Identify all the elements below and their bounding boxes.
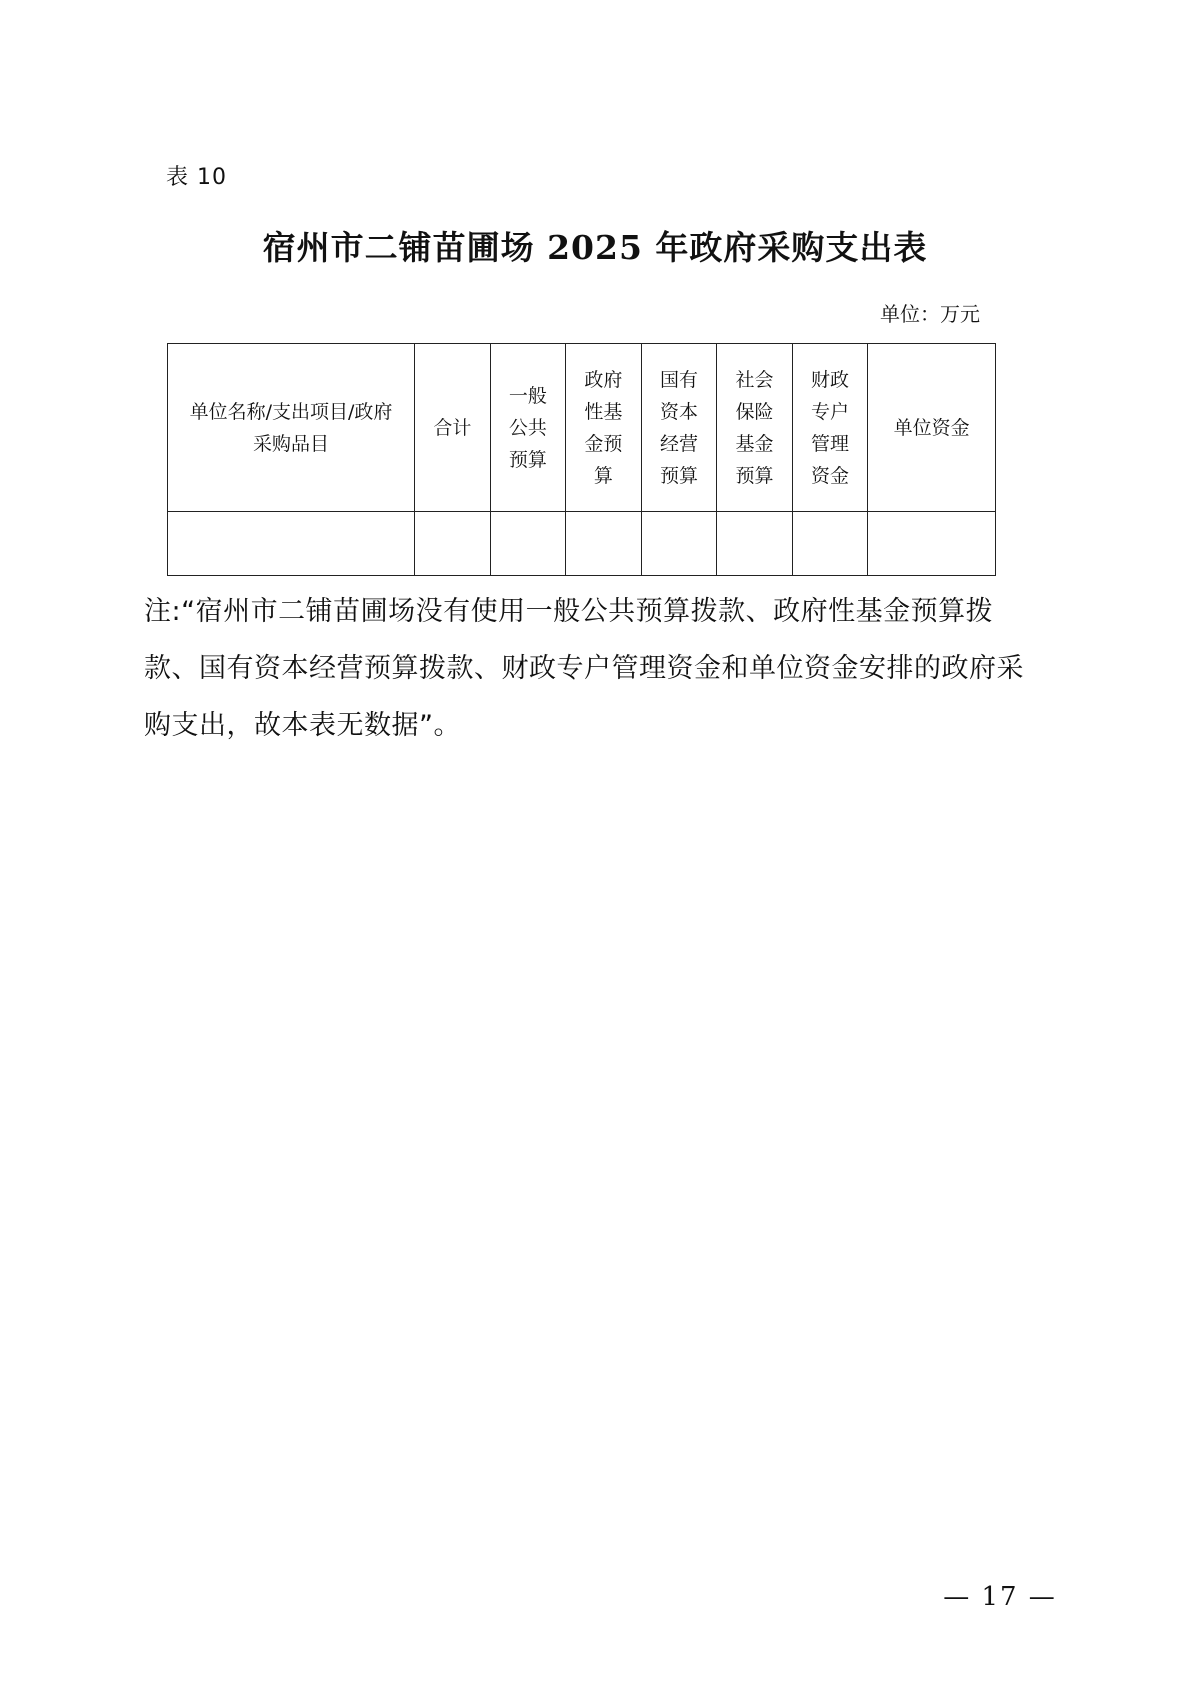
document-title: 宿州市二铺苗圃场 2025 年政府采购支出表 [262, 228, 928, 267]
header-fiscal-account-funds: 财政专户管理资金 [792, 344, 868, 512]
table-cell [792, 512, 868, 576]
header-general-budget: 一般公共预算 [490, 344, 566, 512]
unit-label: 单位：万元 [880, 302, 980, 326]
table-note: 注:“宿州市二铺苗圃场没有使用一般公共预算拨款、政府性基金预算拨款、国有资本经营预算拨款、财政专户管理资金和单位资金安排的政府采购支出，故本表无数据”。 [144, 596, 1024, 741]
table-cell [566, 512, 642, 576]
header-unit-name: 单位名称/支出项目/政府采购品目 [168, 344, 415, 512]
table-row [168, 512, 996, 576]
page-number: — 17 — [943, 1582, 1057, 1612]
table-cell [868, 512, 996, 576]
header-social-insurance-budget: 社会保险基金预算 [717, 344, 793, 512]
procurement-table [167, 343, 996, 576]
table-cell [641, 512, 717, 576]
table-cell [490, 512, 566, 576]
table-label: 表 10 [166, 165, 227, 190]
header-total: 合计 [415, 344, 491, 512]
header-state-capital-budget: 国有资本经营预算 [641, 344, 717, 512]
table-cell [168, 512, 415, 576]
table-cell [415, 512, 491, 576]
table-cell [717, 512, 793, 576]
header-unit-funds: 单位资金 [868, 344, 996, 512]
table-header-row [168, 344, 996, 512]
header-gov-fund-budget: 政府性基金预算 [566, 344, 642, 512]
